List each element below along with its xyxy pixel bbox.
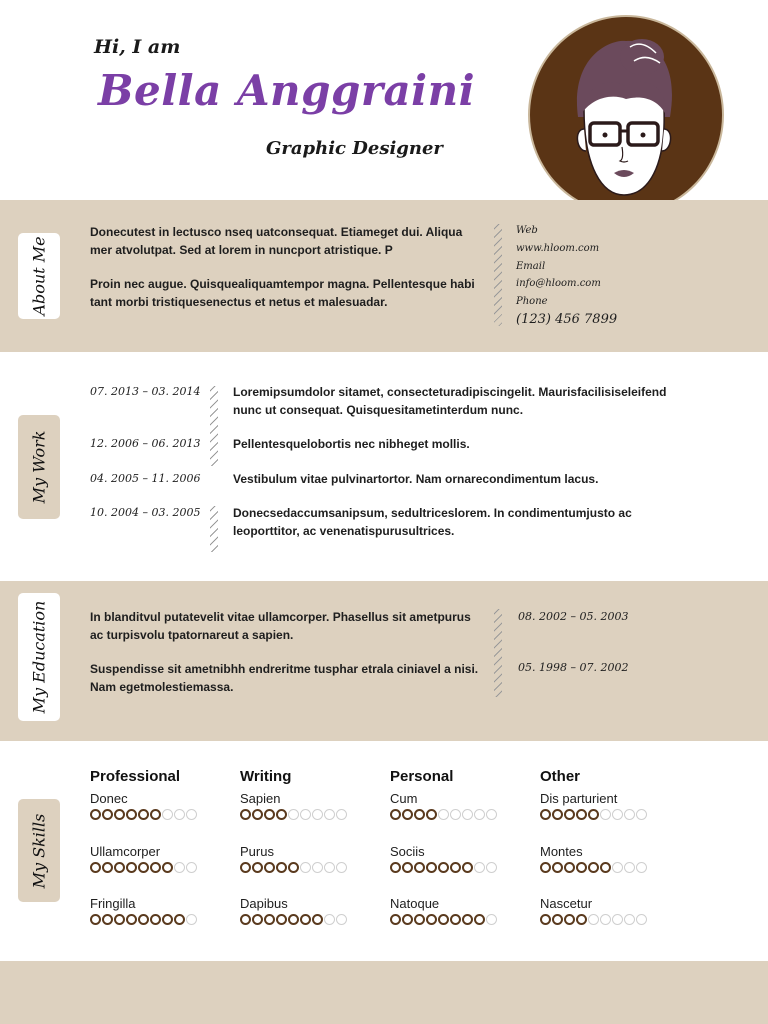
work-date: 10. 2004 – 03. 2005	[90, 506, 201, 519]
work-section	[0, 352, 768, 581]
rating-dot-filled	[240, 862, 251, 873]
skill-rating	[390, 809, 497, 820]
education-section	[0, 581, 768, 741]
rating-dot-filled	[564, 914, 575, 925]
rating-dot-empty	[636, 914, 647, 925]
rating-dot-filled	[126, 809, 137, 820]
work-tab-label: My Work	[29, 430, 49, 504]
rating-dot-empty	[462, 809, 473, 820]
rating-dot-filled	[276, 862, 287, 873]
rating-dot-filled	[414, 862, 425, 873]
rating-dot-filled	[150, 862, 161, 873]
rating-dot-filled	[438, 914, 449, 925]
skill-name: Sapien	[240, 791, 281, 806]
rating-dot-empty	[336, 914, 347, 925]
rating-dot-empty	[612, 862, 623, 873]
skill-rating	[390, 914, 497, 925]
rating-dot-filled	[564, 862, 575, 873]
education-description: Suspendisse sit ametnibhh endreritme tusphar etrala ciniavel a nisi. Nam egetmolestiemassa.	[90, 662, 479, 694]
rating-dot-empty	[174, 862, 185, 873]
rating-dot-filled	[138, 914, 149, 925]
skill-category-heading: Writing	[240, 768, 292, 785]
rating-dot-filled	[564, 809, 575, 820]
work-description: Donecsedaccumsanipsum, sedultriceslorem. In condimentumjusto ac leoporttitor, ac venenatispurusultrices.	[233, 506, 632, 538]
rating-dot-empty	[450, 809, 461, 820]
contact-web-value: www.hloom.com	[516, 242, 600, 254]
greeting: Hi, I am	[94, 36, 181, 58]
rating-dot-filled	[240, 809, 251, 820]
work-description: Vestibulum vitae pulvinartortor. Nam ornarecondimentum lacus.	[233, 472, 599, 486]
rating-dot-empty	[486, 809, 497, 820]
skill-rating	[240, 914, 347, 925]
divider	[494, 224, 502, 326]
rating-dot-empty	[636, 862, 647, 873]
rating-dot-filled	[150, 809, 161, 820]
rating-dot-filled	[288, 862, 299, 873]
rating-dot-filled	[588, 862, 599, 873]
rating-dot-filled	[126, 914, 137, 925]
rating-dot-empty	[624, 914, 635, 925]
rating-dot-filled	[414, 809, 425, 820]
rating-dot-filled	[540, 809, 551, 820]
rating-dot-filled	[576, 914, 587, 925]
education-date: 05. 1998 – 07. 2002	[518, 661, 629, 674]
rating-dot-empty	[474, 809, 485, 820]
rating-dot-filled	[276, 914, 287, 925]
rating-dot-empty	[336, 809, 347, 820]
skill-name: Ullamcorper	[90, 844, 161, 859]
work-date: 12. 2006 – 06. 2013	[90, 437, 201, 450]
education-tab	[18, 593, 60, 721]
rating-dot-empty	[600, 809, 611, 820]
rating-dot-empty	[474, 862, 485, 873]
skill-rating	[540, 914, 647, 925]
about-section	[0, 200, 768, 352]
rating-dot-filled	[438, 862, 449, 873]
rating-dot-empty	[324, 809, 335, 820]
rating-dot-empty	[186, 809, 197, 820]
rating-dot-filled	[390, 862, 401, 873]
rating-dot-filled	[576, 862, 587, 873]
skills-section	[0, 741, 768, 961]
rating-dot-filled	[114, 862, 125, 873]
rating-dot-filled	[90, 914, 101, 925]
rating-dot-filled	[102, 809, 113, 820]
skill-category-heading: Other	[540, 768, 581, 785]
rating-dot-empty	[324, 914, 335, 925]
work-tab	[18, 415, 60, 519]
rating-dot-filled	[138, 809, 149, 820]
rating-dot-filled	[102, 914, 113, 925]
skill-name: Nascetur	[540, 896, 593, 911]
skill-name: Fringilla	[90, 896, 136, 911]
rating-dot-filled	[540, 862, 551, 873]
skill-rating	[240, 862, 347, 873]
rating-dot-filled	[114, 809, 125, 820]
rating-dot-empty	[624, 862, 635, 873]
rating-dot-empty	[486, 862, 497, 873]
rating-dot-empty	[312, 862, 323, 873]
rating-dot-filled	[450, 862, 461, 873]
rating-dot-filled	[174, 914, 185, 925]
rating-dot-filled	[138, 862, 149, 873]
rating-dot-empty	[324, 862, 335, 873]
rating-dot-filled	[552, 862, 563, 873]
contact-phone-value: (123) 456 7899	[516, 311, 618, 327]
rating-dot-filled	[150, 914, 161, 925]
skill-rating	[240, 809, 347, 820]
contact-email-value: info@hloom.com	[516, 278, 601, 290]
rating-dot-filled	[426, 914, 437, 925]
rating-dot-empty	[438, 809, 449, 820]
rating-dot-filled	[402, 914, 413, 925]
divider	[210, 506, 218, 552]
rating-dot-filled	[414, 914, 425, 925]
rating-dot-filled	[462, 862, 473, 873]
rating-dot-empty	[624, 809, 635, 820]
rating-dot-filled	[402, 809, 413, 820]
skill-name: Donec	[90, 791, 128, 806]
rating-dot-filled	[600, 862, 611, 873]
rating-dot-filled	[114, 914, 125, 925]
skill-rating	[390, 862, 497, 873]
work-description: Loremipsumdolor sitamet, consecteturadipiscingelit. Maurisfacilisiseleifend nunc ut consequat. Quisquesitametinterdum nunc.	[233, 385, 667, 417]
about-paragraph-1: Donecutest in lectusco nseq uatconsequat. Etiameget dui. Aliqua mer atvolutpat. Sed at lorem in nuncport atristique. P	[90, 225, 463, 257]
rating-dot-empty	[186, 862, 197, 873]
skill-rating	[540, 862, 647, 873]
skill-rating	[90, 862, 197, 873]
rating-dot-filled	[552, 914, 563, 925]
rating-dot-empty	[300, 809, 311, 820]
candidate-name: Bella Anggraini	[98, 66, 476, 115]
education-description: In blanditvul putatevelit vitae ullamcorper. Phasellus sit ametpurus ac turpisvolu tpatornareut a sapien.	[90, 610, 471, 642]
work-date: 07. 2013 – 03. 2014	[90, 385, 201, 398]
rating-dot-empty	[162, 809, 173, 820]
avatar	[528, 15, 724, 215]
rating-dot-filled	[426, 809, 437, 820]
rating-dot-filled	[162, 914, 173, 925]
skill-name: Cum	[390, 791, 418, 806]
work-date: 04. 2005 – 11. 2006	[90, 472, 201, 485]
rating-dot-filled	[264, 862, 275, 873]
about-tab-label: About Me	[29, 236, 49, 316]
skill-category-heading: Professional	[90, 768, 181, 785]
divider	[494, 609, 502, 697]
rating-dot-empty	[600, 914, 611, 925]
rating-dot-filled	[252, 809, 263, 820]
rating-dot-filled	[540, 914, 551, 925]
rating-dot-filled	[312, 914, 323, 925]
rating-dot-empty	[288, 809, 299, 820]
rating-dot-empty	[588, 914, 599, 925]
rating-dot-filled	[462, 914, 473, 925]
rating-dot-filled	[390, 809, 401, 820]
rating-dot-filled	[402, 862, 413, 873]
work-description: Pellentesquelobortis nec nibheget mollis.	[233, 437, 470, 451]
skill-rating	[90, 809, 197, 820]
skill-rating	[90, 914, 197, 925]
divider	[210, 386, 218, 466]
skill-category-heading: Personal	[390, 768, 454, 785]
rating-dot-empty	[312, 809, 323, 820]
rating-dot-filled	[252, 862, 263, 873]
skill-name: Dis parturient	[540, 791, 618, 806]
job-title: Graphic Designer	[266, 138, 443, 159]
skill-rating	[540, 809, 647, 820]
rating-dot-empty	[612, 914, 623, 925]
rating-dot-filled	[474, 914, 485, 925]
rating-dot-empty	[612, 809, 623, 820]
rating-dot-filled	[162, 862, 173, 873]
rating-dot-filled	[252, 914, 263, 925]
rating-dot-filled	[126, 862, 137, 873]
rating-dot-filled	[552, 809, 563, 820]
rating-dot-empty	[186, 914, 197, 925]
footer-band	[0, 961, 768, 1024]
rating-dot-filled	[576, 809, 587, 820]
rating-dot-empty	[336, 862, 347, 873]
about-paragraph-2: Proin nec augue. Quisquealiquamtempor magna. Pellentesque habi tant morbi tristiquesenectus et netus et malesuadar.	[90, 277, 475, 309]
skill-name: Montes	[540, 844, 583, 859]
rating-dot-filled	[276, 809, 287, 820]
rating-dot-filled	[90, 862, 101, 873]
rating-dot-filled	[264, 914, 275, 925]
skill-name: Dapibus	[240, 896, 288, 911]
rating-dot-filled	[450, 914, 461, 925]
education-date: 08. 2002 – 05. 2003	[518, 610, 629, 623]
rating-dot-empty	[486, 914, 497, 925]
skill-name: Sociis	[390, 844, 425, 859]
rating-dot-filled	[102, 862, 113, 873]
skills-tab-label: My Skills	[29, 813, 49, 888]
rating-dot-empty	[174, 809, 185, 820]
woman-face-icon	[530, 17, 722, 213]
rating-dot-empty	[300, 862, 311, 873]
contact-phone-label: Phone	[516, 296, 548, 308]
contact-email-label: Email	[516, 260, 546, 272]
rating-dot-filled	[300, 914, 311, 925]
rating-dot-filled	[288, 914, 299, 925]
rating-dot-filled	[588, 809, 599, 820]
rating-dot-filled	[390, 914, 401, 925]
rating-dot-filled	[90, 809, 101, 820]
rating-dot-filled	[426, 862, 437, 873]
contact-web-label: Web	[516, 225, 538, 236]
rating-dot-empty	[636, 809, 647, 820]
contact-block	[516, 222, 617, 329]
rating-dot-filled	[264, 809, 275, 820]
skills-tab	[18, 799, 60, 902]
skill-name: Purus	[240, 844, 274, 859]
education-tab-label: My Education	[29, 600, 49, 714]
skill-name: Natoque	[390, 896, 440, 911]
rating-dot-filled	[240, 914, 251, 925]
about-tab	[18, 233, 60, 319]
